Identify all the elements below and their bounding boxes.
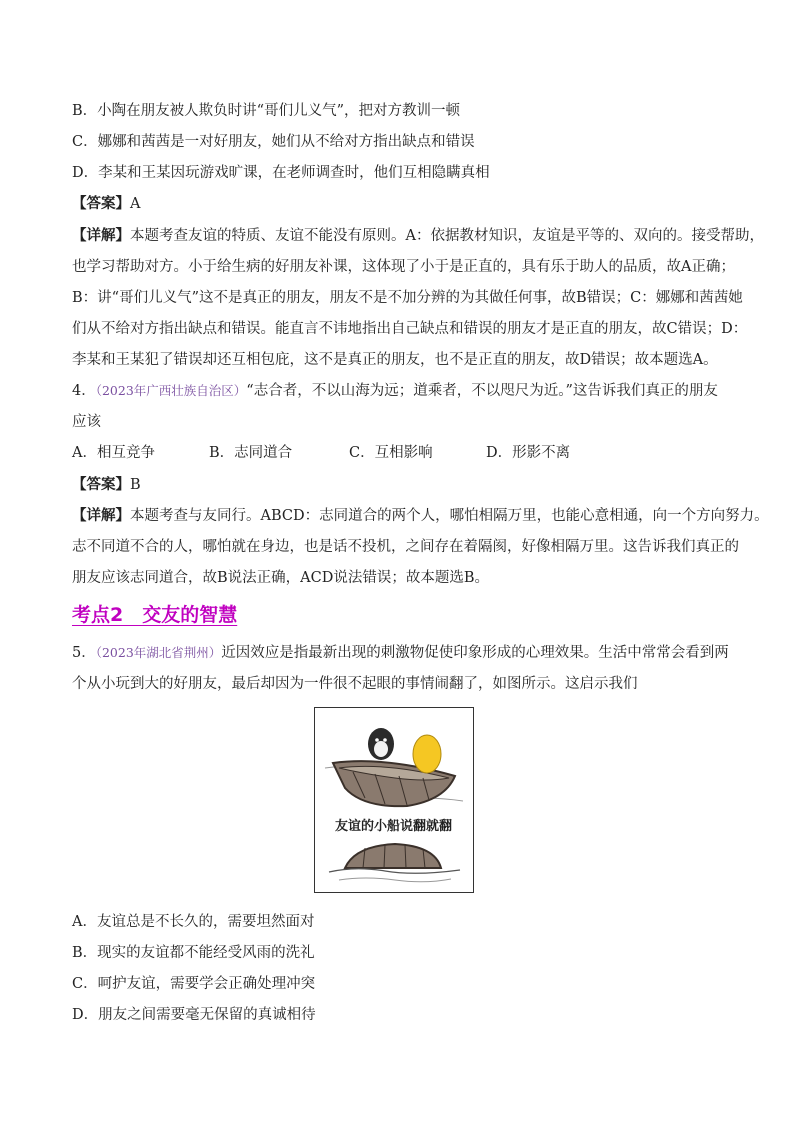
friendship-boat-illustration <box>314 707 474 893</box>
boat-capsized <box>345 844 441 868</box>
chick-figure <box>413 735 441 773</box>
q5-option-b[interactable]: B．现实的友谊都不能经受风雨的洗礼 <box>72 945 315 961</box>
question-source: （2023年广西壮族自治区） <box>95 383 247 398</box>
q3-option-c[interactable]: C．娜娜和茜茜是一对好朋友，她们从不给对方指出缺点和错误 <box>72 134 475 150</box>
q4-stem <box>72 381 732 401</box>
q3-answer <box>72 194 732 214</box>
q3-explain-line: B：讲“哥们儿义气”这不是真正的朋友，朋友不是不加分辨的为其做任何事，故B错误；C：娜娜和茜茜她 <box>72 290 743 306</box>
q4-option-d[interactable]: D．形影不离 <box>486 445 571 461</box>
q4-explain-line: 朋友应该志同道合，故B说法正确，ACD说法错误；故本题选B。 <box>72 570 490 586</box>
q5-option-c[interactable]: C．呵护友谊，需要学会正确处理冲突 <box>72 976 316 992</box>
q3-option-b[interactable]: B．小陶在朋友被人欺负时讲“哥们儿义气”，把对方教训一顿 <box>72 103 460 119</box>
question-text: 近因效应是指最新出现的刺激物促使印象形成的心理效果。生活中常常会看到两 <box>221 645 729 661</box>
q3-explain-line: 李某和王某犯了错误却还互相包庇，这不是真正的朋友，也不是正直的朋友，故D错误；故本题选A。 <box>72 352 718 368</box>
q5-stem <box>72 643 732 663</box>
q3-explain-line: 们从不给对方指出缺点和错误。能直言不讳地指出自己缺点和错误的朋友才是正直的朋友，故C错误；D： <box>72 321 748 337</box>
explain-label: 【详解】 <box>72 227 130 244</box>
figure-caption: 友谊的小船说翻就翻 <box>334 819 452 834</box>
q4-explain-line: 志不同道不合的人，哪怕就在身边，也是话不投机，之间存在着隔阂，好像相隔万里。这告诉我们真正的 <box>72 539 739 555</box>
answer-value: B <box>130 477 141 493</box>
q5-stem-cont: 个从小玩到大的好朋友，最后却因为一件很不起眼的事情闹翻了，如图所示。这启示我们 <box>72 676 638 692</box>
question-text: “志合者，不以山海为远；道乘者，不以咫尺为近。”这告诉我们真正的朋友 <box>246 383 718 399</box>
q3-explain-line <box>72 226 764 246</box>
answer-label: 【答案】 <box>72 195 130 212</box>
q4-stem-cont: 应该 <box>72 414 101 430</box>
explain-text: 本题考查与友同行。ABCD：志同道合的两个人，哪怕相隔万里，也能心意相通，向一个方向努力。 <box>130 508 769 524</box>
q5-option-d[interactable]: D．朋友之间需要毫无保留的真诚相待 <box>72 1007 316 1023</box>
q4-explain-line <box>72 506 769 526</box>
boat-cartoon <box>315 708 472 891</box>
explain-text: 本题考查友谊的特质、友谊不能没有原则。A：依据教材知识，友谊是平等的、双向的。接受帮助， <box>130 228 764 244</box>
q4-option-c[interactable]: C．互相影响 <box>349 445 433 461</box>
q5-option-a[interactable]: A．友谊总是不长久的，需要坦然面对 <box>72 914 315 930</box>
explain-label: 【详解】 <box>72 507 130 524</box>
q3-explain-line: 也学习帮助对方。小于给生病的好朋友补课，这体现了小于是正直的，具有乐于助人的品质，故A正确； <box>72 259 735 275</box>
q4-options <box>72 443 732 463</box>
q4-option-b[interactable]: B．志同道合 <box>209 445 293 461</box>
q4-option-a[interactable]: A．相互竞争 <box>72 445 155 461</box>
question-number: 4． <box>72 383 96 399</box>
answer-label: 【答案】 <box>72 476 130 493</box>
section-title: 考点2 交友的智慧 <box>72 604 238 626</box>
answer-value: A <box>130 196 141 212</box>
question-number: 5． <box>72 645 96 661</box>
question-source: （2023年湖北省荆州） <box>95 645 222 660</box>
q3-option-d[interactable]: D．李某和王某因玩游戏旷课，在老师调查时，他们互相隐瞒真相 <box>72 165 490 181</box>
q4-answer <box>72 475 732 495</box>
